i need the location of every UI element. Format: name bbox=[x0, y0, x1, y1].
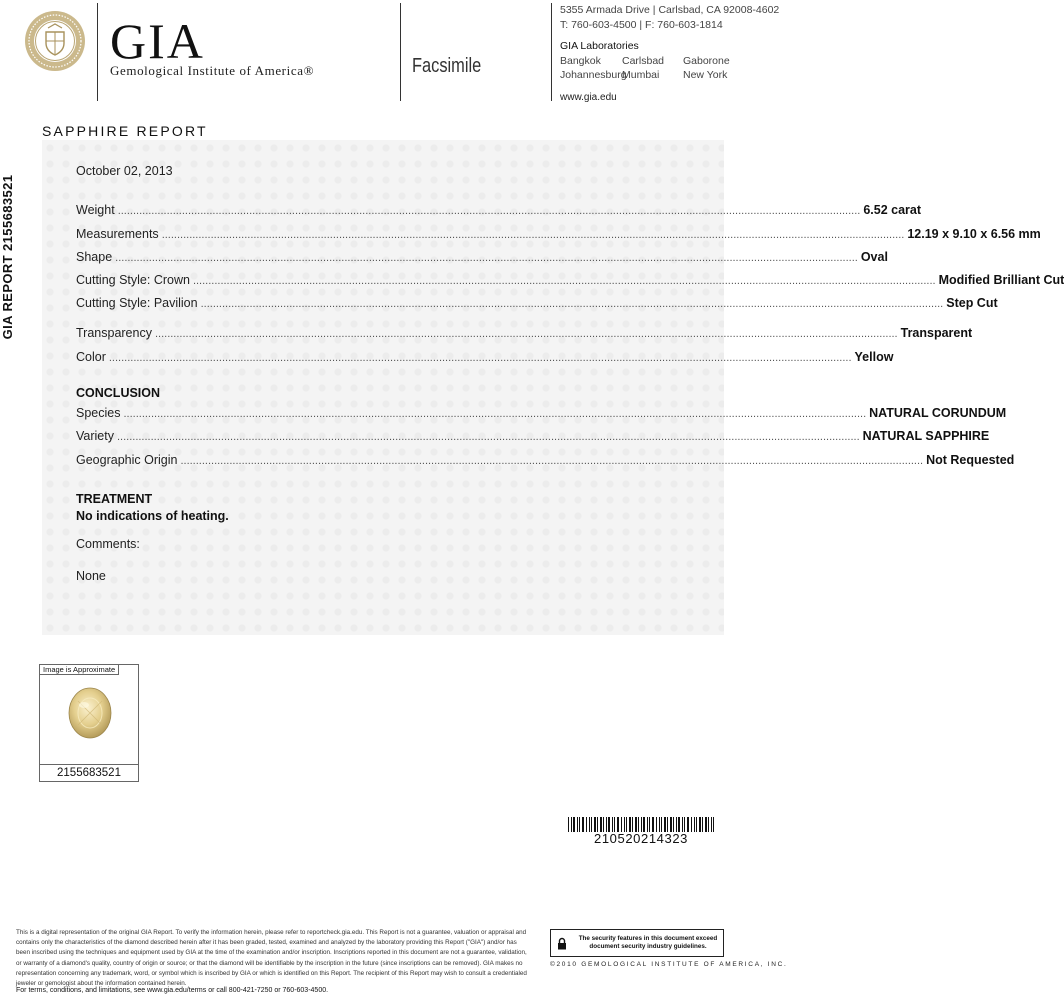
barcode-bar bbox=[659, 817, 660, 832]
dot-leader bbox=[201, 298, 944, 310]
copyright-text: ©2010 GEMOLOGICAL INSTITUTE OF AMERICA, INC. bbox=[550, 961, 788, 968]
barcode-bar bbox=[589, 817, 590, 832]
phone-numbers: T: 760-603-4500 | F: 760-603-1814 bbox=[560, 19, 723, 31]
row-label: Shape bbox=[76, 250, 113, 264]
barcode-bar bbox=[673, 817, 674, 832]
barcode-bar bbox=[661, 817, 662, 832]
treatment-heading: TREATMENT bbox=[76, 492, 153, 506]
dot-leader bbox=[117, 431, 860, 443]
barcode-bar bbox=[696, 817, 697, 832]
barcode-bar bbox=[702, 817, 703, 832]
treatment-value: No indications of heating. bbox=[76, 509, 229, 523]
row-label: Variety bbox=[76, 429, 114, 443]
barcode bbox=[568, 817, 714, 832]
barcode-bar bbox=[579, 817, 580, 832]
row-label: Transparency bbox=[76, 326, 152, 340]
row-species bbox=[76, 406, 1007, 422]
barcode-bar bbox=[691, 817, 692, 832]
barcode-bar bbox=[684, 817, 685, 832]
barcode-number: 210520214323 bbox=[594, 831, 688, 846]
labs-list bbox=[560, 54, 779, 82]
barcode-bar bbox=[699, 817, 701, 832]
row-value: Modified Brilliant Cut bbox=[938, 273, 1064, 287]
comments-value: None bbox=[76, 569, 106, 583]
barcode-bar bbox=[656, 817, 657, 832]
row-weight bbox=[76, 203, 922, 219]
barcode-bar bbox=[603, 817, 604, 832]
side-report-number: GIA REPORT 2155683521 bbox=[0, 174, 15, 340]
labs-title: GIA Laboratories bbox=[560, 40, 639, 52]
gem-image bbox=[64, 687, 116, 739]
barcode-bar bbox=[597, 817, 598, 832]
barcode-bar bbox=[612, 817, 613, 832]
row-value: Step Cut bbox=[946, 296, 998, 310]
barcode-bar bbox=[624, 817, 625, 832]
dot-leader bbox=[115, 252, 858, 264]
barcode-bar bbox=[711, 817, 712, 832]
row-label: Cutting Style: Crown bbox=[76, 273, 190, 287]
barcode-bar bbox=[582, 817, 584, 832]
dot-leader bbox=[109, 352, 852, 364]
image-report-number: 2155683521 bbox=[40, 764, 138, 781]
barcode-bar bbox=[571, 817, 572, 832]
disclaimer-text: This is a digital representation of the original GIA Report. To verify the information herein, please refer to reportcheck.gia.edu. This Report is not a guarantee, valuation or appraisal and contains only the characteristics of the diamond described herein after it has been graded, tested, examined and analyzed by the laboratory providing this Report ("GIA") and/or has been inscribed using the techniques and equipment used by GIA at the time of the examination and/or inscription. Inscriptions reported in this document are not a guarantee, validation, or warranty of a diamond's quality, country of origin or source; or that the diamond will be identifiable by the inscription in the future (since inscriptions can be removed). GIA makes no representation concerning any trademark, word, or symbol which is inscribed by GIA or which is identified on this Report. The recipient of this Report may wish to consult a credentialed jeweler or gemologist about the information contained herein. bbox=[16, 929, 527, 988]
row-value: Transparent bbox=[900, 326, 973, 340]
row-label: Weight bbox=[76, 203, 115, 217]
row-value: NATURAL CORUNDUM bbox=[869, 406, 1007, 420]
row-transparency bbox=[76, 326, 973, 342]
barcode-bar bbox=[694, 817, 695, 832]
dot-leader bbox=[123, 408, 866, 420]
barcode-bar bbox=[713, 817, 714, 832]
barcode-bar bbox=[621, 817, 622, 832]
website-link[interactable]: www.gia.edu bbox=[560, 92, 617, 103]
lab-location: Johannesburg bbox=[560, 69, 627, 81]
row-variety bbox=[76, 429, 990, 445]
header-divider-middle bbox=[400, 3, 401, 101]
dot-leader bbox=[118, 205, 861, 217]
barcode-bar bbox=[632, 817, 633, 832]
barcode-bar bbox=[638, 817, 639, 832]
barcode-bar bbox=[600, 817, 602, 832]
row-label: Color bbox=[76, 350, 106, 364]
address: 5355 Armada Drive | Carlsbad, CA 92008-4602 bbox=[560, 4, 780, 16]
report-title: SAPPHIRE REPORT bbox=[42, 123, 208, 139]
security-text: The security features in this document exceed document security industry guidelines. bbox=[578, 935, 718, 950]
barcode-bar bbox=[643, 817, 645, 832]
conclusion-heading: CONCLUSION bbox=[76, 386, 161, 400]
lock-icon bbox=[551, 930, 573, 956]
row-color bbox=[76, 350, 894, 366]
institute-name: Gemological Institute of America® bbox=[110, 63, 315, 78]
report-date: October 02, 2013 bbox=[76, 164, 173, 178]
row-label: Geographic Origin bbox=[76, 453, 178, 467]
barcode-bar bbox=[641, 817, 642, 832]
barcode-bar bbox=[682, 817, 683, 832]
dot-leader bbox=[193, 275, 936, 287]
row-measurements bbox=[76, 227, 1041, 243]
dot-leader bbox=[180, 455, 923, 467]
barcode-bar bbox=[617, 817, 619, 832]
gia-seal-logo bbox=[24, 10, 86, 72]
barcode-bar bbox=[614, 817, 615, 832]
dot-leader bbox=[155, 328, 898, 340]
barcode-bar bbox=[647, 817, 648, 832]
barcode-bar bbox=[573, 817, 575, 832]
barcode-bar bbox=[676, 817, 677, 832]
row-value: Yellow bbox=[854, 350, 894, 364]
barcode-bar bbox=[670, 817, 672, 832]
row-label: Cutting Style: Pavilion bbox=[76, 296, 198, 310]
barcode-bar bbox=[705, 817, 707, 832]
gem-image-box bbox=[39, 664, 139, 782]
barcode-bar bbox=[708, 817, 709, 832]
barcode-bar bbox=[664, 817, 666, 832]
contact-block bbox=[560, 3, 779, 82]
row-value: Not Requested bbox=[926, 453, 1015, 467]
lab-location: Carlsbad bbox=[622, 55, 665, 67]
barcode-bar bbox=[667, 817, 668, 832]
lab-location: New York bbox=[683, 69, 728, 81]
security-notice bbox=[550, 929, 724, 957]
gia-wordmark: GIA bbox=[110, 13, 205, 69]
dot-leader bbox=[162, 229, 905, 241]
terms-text: For terms, conditions, and limitations, see www.gia.edu/terms or call 800-421-7250 or 760-603-4500. bbox=[16, 987, 329, 994]
row-value: Oval bbox=[860, 250, 888, 264]
row-value: 6.52 carat bbox=[863, 203, 922, 217]
row-value: NATURAL SAPPHIRE bbox=[862, 429, 990, 443]
row-shape bbox=[76, 250, 888, 266]
barcode-bar bbox=[687, 817, 689, 832]
document-type: Facsimile bbox=[412, 55, 482, 77]
header-divider-right bbox=[551, 3, 552, 101]
barcode-bar bbox=[635, 817, 637, 832]
barcode-bar bbox=[629, 817, 631, 832]
barcode-bar bbox=[606, 817, 607, 832]
barcode-bar bbox=[678, 817, 680, 832]
barcode-bar bbox=[577, 817, 578, 832]
lab-location: Mumbai bbox=[622, 69, 660, 81]
lab-location: Bangkok bbox=[560, 55, 601, 67]
barcode-bar bbox=[586, 817, 587, 832]
row-value: 12.19 x 9.10 x 6.56 mm bbox=[907, 227, 1041, 241]
comments-label: Comments: bbox=[76, 537, 140, 551]
row-label: Measurements bbox=[76, 227, 159, 241]
lab-location: Gaborone bbox=[683, 55, 730, 67]
image-caption: Image is Approximate bbox=[40, 665, 119, 675]
barcode-bar bbox=[591, 817, 592, 832]
barcode-bar bbox=[594, 817, 596, 832]
barcode-bar bbox=[626, 817, 627, 832]
row-geographic-origin bbox=[76, 453, 1015, 469]
barcode-bar bbox=[568, 817, 569, 832]
row-label: Species bbox=[76, 406, 121, 420]
barcode-bar bbox=[652, 817, 654, 832]
row-cutting-pavilion bbox=[76, 296, 998, 312]
row-cutting-crown bbox=[76, 273, 1064, 289]
barcode-bar bbox=[649, 817, 650, 832]
barcode-bar bbox=[608, 817, 610, 832]
header-divider-left bbox=[97, 3, 98, 101]
